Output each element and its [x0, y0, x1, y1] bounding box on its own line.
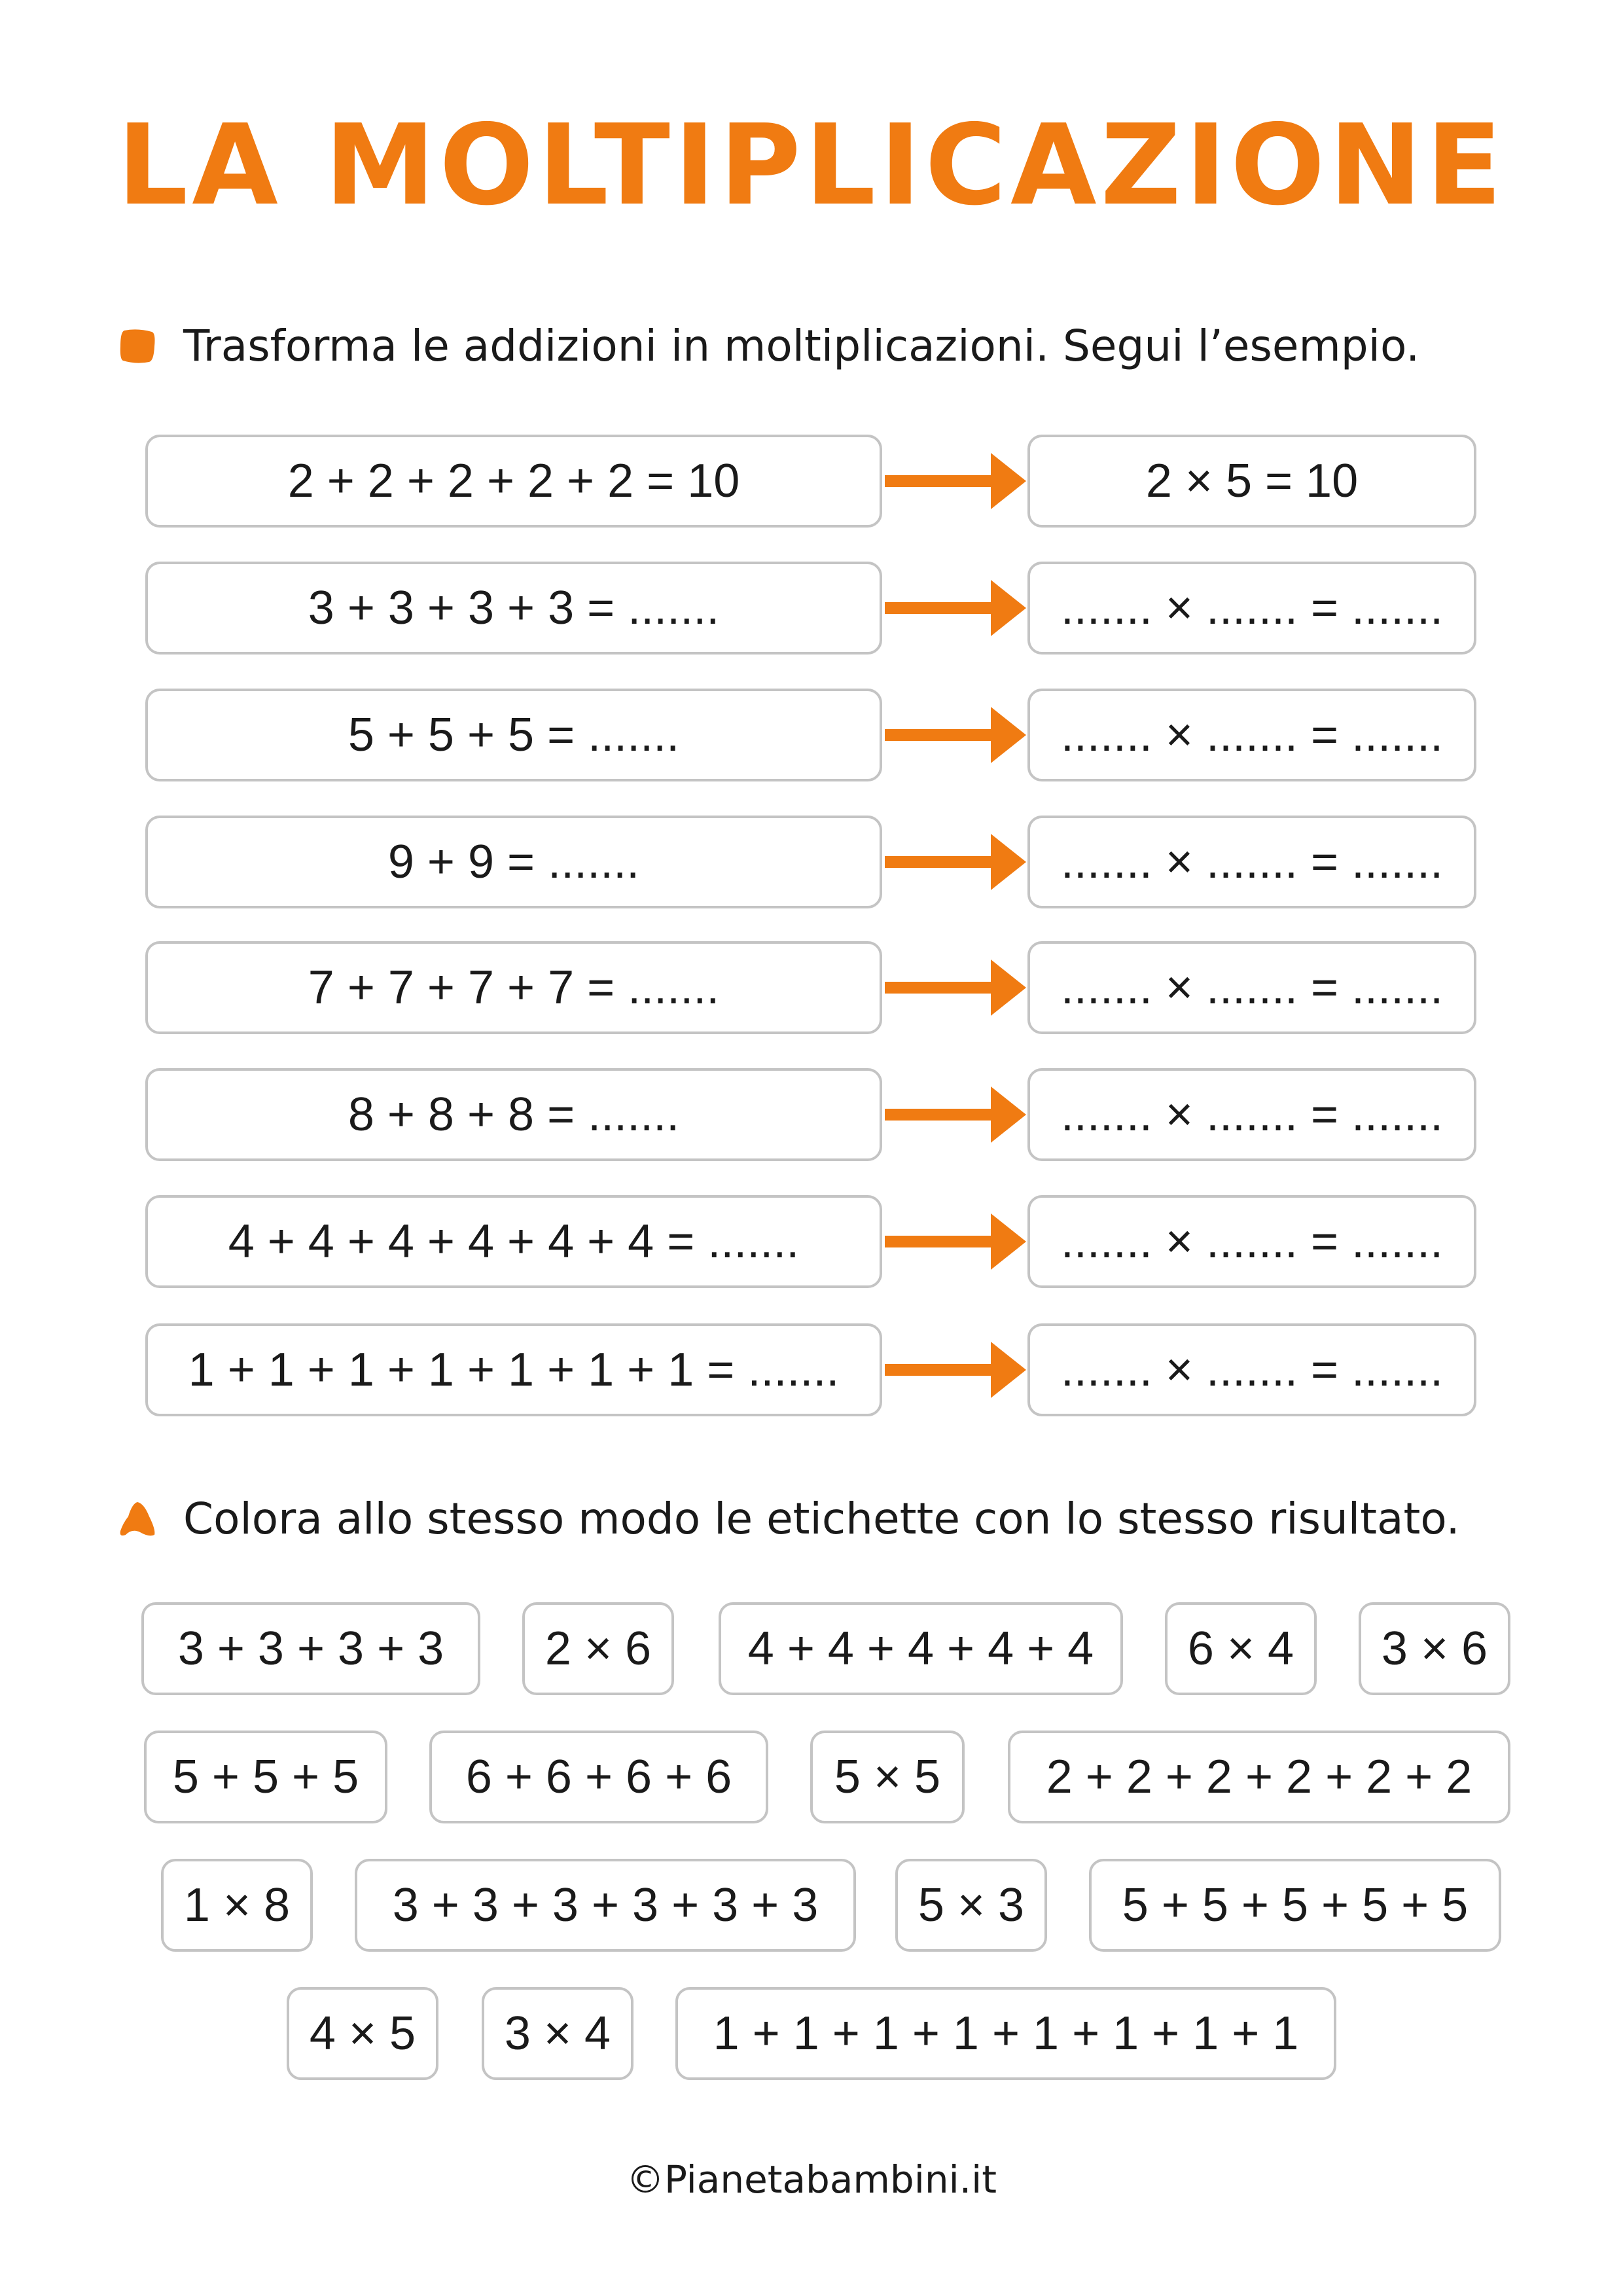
arrow-right-icon — [882, 1068, 1027, 1161]
addition-box: 3 + 3 + 3 + 3 = ....... — [145, 562, 882, 655]
result-label[interactable]: 5 × 3 — [895, 1859, 1047, 1952]
addition-box: 1 + 1 + 1 + 1 + 1 + 1 + 1 = ....... — [145, 1323, 882, 1416]
multiplication-box[interactable]: ....... × ....... = ....... — [1027, 941, 1476, 1034]
exercise-row — [145, 562, 1476, 655]
result-label[interactable]: 6 × 4 — [1165, 1602, 1317, 1695]
result-label[interactable]: 6 + 6 + 6 + 6 — [429, 1731, 768, 1823]
multiplication-box[interactable]: ....... × ....... = ....... — [1027, 562, 1476, 655]
result-label[interactable]: 1 + 1 + 1 + 1 + 1 + 1 + 1 + 1 — [675, 1987, 1336, 2080]
addition-box: 9 + 9 = ....... — [145, 816, 882, 908]
result-label[interactable]: 5 + 5 + 5 — [144, 1731, 387, 1823]
multiplication-box[interactable]: ....... × ....... = ....... — [1027, 689, 1476, 781]
rounded-square-icon — [118, 327, 157, 366]
result-label[interactable]: 5 × 5 — [810, 1731, 965, 1823]
addition-box: 2 + 2 + 2 + 2 + 2 = 10 — [145, 435, 882, 528]
result-label[interactable]: 2 + 2 + 2 + 2 + 2 + 2 — [1008, 1731, 1510, 1823]
result-label[interactable]: 3 + 3 + 3 + 3 — [141, 1602, 480, 1695]
exercise2-instruction — [118, 1494, 1460, 1544]
addition-box: 5 + 5 + 5 = ....... — [145, 689, 882, 781]
arrow-right-icon — [882, 1323, 1027, 1416]
result-label[interactable]: 3 × 4 — [482, 1987, 633, 2080]
multiplication-box[interactable]: ....... × ....... = ....... — [1027, 816, 1476, 908]
page-title: LA MOLTIPLICAZIONE — [116, 101, 1507, 230]
result-label[interactable]: 4 × 5 — [287, 1987, 438, 2080]
arrow-right-icon — [882, 435, 1027, 528]
arrow-right-icon — [882, 689, 1027, 781]
addition-box: 8 + 8 + 8 = ....... — [145, 1068, 882, 1161]
exercise-row — [145, 689, 1476, 781]
exercise2-instruction-text: Colora allo stesso modo le etichette con lo stesso risultato. — [183, 1494, 1460, 1544]
multiplication-box: 2 × 5 = 10 — [1027, 435, 1476, 528]
exercise1-instruction — [118, 321, 1419, 371]
arrow-right-icon — [882, 941, 1027, 1034]
footer-copyright: ©Pianetabambini.it — [626, 2157, 997, 2202]
arrow-right-icon — [882, 1195, 1027, 1288]
exercise-row — [145, 816, 1476, 908]
arrow-right-icon — [882, 816, 1027, 908]
multiplication-box[interactable]: ....... × ....... = ....... — [1027, 1323, 1476, 1416]
exercise-row — [145, 1195, 1476, 1288]
exercise-row — [145, 1323, 1476, 1416]
multiplication-box[interactable]: ....... × ....... = ....... — [1027, 1195, 1476, 1288]
exercise-row — [145, 1068, 1476, 1161]
exercise1-instruction-text: Trasforma le addizioni in moltiplicazioni. Segui l’esempio. — [183, 321, 1420, 371]
exercise-row — [145, 941, 1476, 1034]
result-label[interactable]: 5 + 5 + 5 + 5 + 5 — [1089, 1859, 1501, 1952]
result-label[interactable]: 3 + 3 + 3 + 3 + 3 + 3 — [355, 1859, 856, 1952]
addition-box: 4 + 4 + 4 + 4 + 4 + 4 = ....... — [145, 1195, 882, 1288]
result-label[interactable]: 4 + 4 + 4 + 4 + 4 — [719, 1602, 1123, 1695]
result-label[interactable]: 2 × 6 — [522, 1602, 674, 1695]
exercise-row — [145, 435, 1476, 528]
multiplication-box[interactable]: ....... × ....... = ....... — [1027, 1068, 1476, 1161]
blob-icon — [118, 1499, 157, 1539]
addition-box: 7 + 7 + 7 + 7 = ....... — [145, 941, 882, 1034]
result-label[interactable]: 3 × 6 — [1359, 1602, 1510, 1695]
result-label[interactable]: 1 × 8 — [161, 1859, 313, 1952]
arrow-right-icon — [882, 562, 1027, 655]
